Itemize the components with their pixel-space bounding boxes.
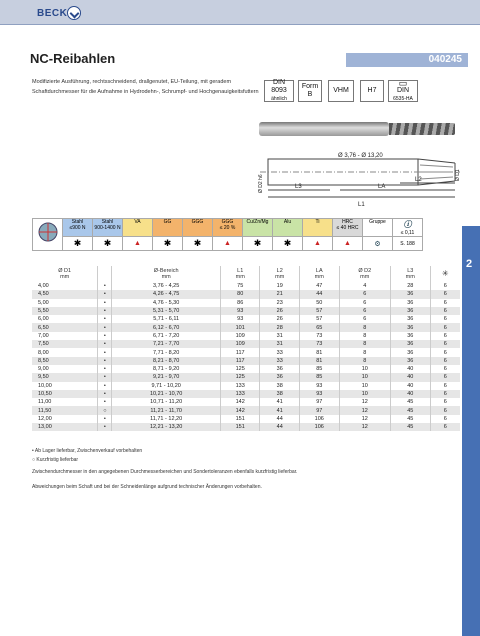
mat-symbol: ▲	[303, 237, 333, 251]
mat-symbol: ▲	[123, 237, 153, 251]
table-cell: 12,21 - 13,20	[112, 423, 221, 431]
table-cell: 31	[260, 332, 300, 340]
table-cell: 47	[300, 282, 340, 290]
table-cell: 117	[220, 357, 260, 365]
mat-symbol: ✱	[93, 237, 123, 251]
mat-label: GGG	[191, 219, 204, 225]
table-cell: •	[98, 365, 112, 373]
table-cell: 36	[391, 332, 431, 340]
table-cell: 93	[220, 315, 260, 323]
table-cell: 33	[260, 357, 300, 365]
table-cell: 6	[430, 406, 460, 414]
column-title: L2	[276, 268, 283, 274]
mat-header	[243, 219, 273, 237]
shank-icon: ▭	[398, 78, 408, 88]
table-cell: 12	[339, 398, 390, 406]
column-header	[339, 266, 390, 282]
table-header-row	[32, 266, 460, 282]
table-cell: 8,00	[38, 349, 49, 356]
table-cell: 8	[339, 340, 390, 348]
reamer-flute-image	[389, 123, 455, 135]
table-cell: 57	[300, 315, 340, 323]
table-cell: 85	[300, 365, 340, 373]
table-cell: •	[98, 423, 112, 431]
table-cell: 41	[260, 398, 300, 406]
table-cell: 8,71 - 9,20	[112, 365, 221, 373]
table-cell: 40	[391, 382, 431, 390]
mat-label: GG	[163, 219, 172, 225]
table-cell: 7,21 - 7,70	[112, 340, 221, 348]
std-line: B	[307, 91, 313, 98]
table-cell: 44	[300, 290, 340, 298]
table-row	[32, 357, 460, 365]
drawing-l2-label: L2	[415, 177, 422, 183]
dimensions-table	[32, 266, 460, 431]
standard-din-8093	[264, 80, 294, 102]
table-cell: 44	[260, 415, 300, 423]
table-cell: 8,50	[32, 357, 98, 365]
table-cell: 36	[391, 357, 431, 365]
table-cell: 6	[430, 390, 460, 398]
table-cell: 6	[430, 357, 460, 365]
table-cell: 6,12 - 6,70	[112, 323, 221, 331]
mat-sub: ≤ 20 %	[219, 225, 236, 231]
mat-sub: ≤900 N	[69, 225, 86, 231]
page-title: NC-Reibahlen	[30, 51, 116, 66]
column-title: Ø D1	[58, 268, 72, 274]
material-table	[32, 218, 423, 251]
table-cell: 10,00	[38, 382, 52, 389]
mat-label: Gruppe	[369, 219, 386, 225]
table-cell: 106	[300, 415, 340, 423]
table-row	[32, 406, 460, 414]
material-header-row	[33, 219, 423, 237]
table-cell: 36	[391, 299, 431, 307]
table-cell: 10,71 - 11,20	[112, 398, 221, 406]
column-unit: mm	[405, 274, 415, 280]
table-row	[32, 348, 460, 356]
table-cell: 36	[391, 290, 431, 298]
table-cell: 4,76 - 5,30	[112, 299, 221, 307]
standard-din-6535	[388, 80, 418, 102]
note-deviations: Abweichungen beim Schaft und bei der Schneidenlänge aufgrund technischer Änderungen vorbehalten.	[32, 484, 262, 490]
table-cell: 6	[430, 415, 460, 423]
table-cell: 33	[260, 348, 300, 356]
table-cell: 6	[430, 323, 460, 331]
table-cell: •	[98, 348, 112, 356]
std-line: DIN	[396, 87, 410, 94]
table-cell: 4,26 - 4,75	[112, 290, 221, 298]
table-cell: 12	[339, 406, 390, 414]
table-cell: 28	[391, 282, 431, 290]
standard-vhm	[328, 80, 354, 102]
table-row	[32, 382, 460, 390]
table-cell: 31	[260, 340, 300, 348]
table-cell: 11,50	[32, 406, 98, 414]
table-cell: 73	[300, 332, 340, 340]
table-cell: •	[98, 390, 112, 398]
table-cell: 109	[220, 332, 260, 340]
table-cell: 6	[430, 282, 460, 290]
chapter-number: 2	[466, 258, 473, 270]
product-description: Modifizierte Ausführung, rechtsschneidend, drallgenutet, EU-Teilung, mit geradem Schaftdurchmesser für die Aufnahme in Hydrodehn-, Schrumpf- und Hochgenauigkeitsfuttern	[32, 79, 259, 95]
table-cell: 36	[391, 315, 431, 323]
table-cell: 45	[391, 406, 431, 414]
mat-page-ref[interactable]: S. 188	[393, 237, 423, 251]
table-cell: 4,00	[38, 283, 49, 290]
table-row	[32, 323, 460, 331]
table-cell: 12	[339, 415, 390, 423]
table-cell: 6	[430, 348, 460, 356]
table-cell: 36	[260, 365, 300, 373]
mat-symbol: ✱	[183, 237, 213, 251]
drawing-d2-label: Ø D2 h6	[258, 174, 264, 193]
table-cell: 93	[300, 382, 340, 390]
brand-logo: BECK	[37, 8, 68, 19]
table-cell: 40	[391, 373, 431, 381]
mat-header	[93, 219, 123, 237]
std-line: Form	[301, 83, 319, 90]
column-unit: mm	[360, 274, 370, 280]
table-cell: 4	[339, 282, 390, 290]
table-cell: 151	[220, 415, 260, 423]
legend-short-term: ○ Kurzfristig lieferbar	[32, 457, 79, 463]
mat-label: GGG	[221, 219, 234, 225]
material-symbol-row	[33, 237, 423, 251]
table-cell: 65	[300, 323, 340, 331]
mat-label: Stahl	[71, 219, 84, 225]
table-cell: •	[98, 332, 112, 340]
column-unit: mm	[314, 274, 324, 280]
mat-header	[123, 219, 153, 237]
column-title: Ø-Bereich	[153, 268, 179, 274]
table-cell: 36	[391, 340, 431, 348]
table-cell: •	[98, 307, 112, 315]
info-icon[interactable]: ⓘ ≤ 0,11	[393, 219, 423, 237]
table-cell: 8,21 - 8,70	[112, 357, 221, 365]
table-cell: 10	[339, 390, 390, 398]
table-cell: 5,71 - 6,11	[112, 315, 221, 323]
table-cell: 9,00	[38, 366, 49, 373]
table-cell: 11,21 - 11,70	[112, 406, 221, 414]
table-cell: 50	[300, 299, 340, 307]
std-line: DIN	[272, 79, 286, 86]
table-cell: 8	[339, 357, 390, 365]
table-cell: 40	[391, 365, 431, 373]
table-cell: •	[98, 315, 112, 323]
table-cell: 10	[339, 365, 390, 373]
table-row	[32, 315, 460, 323]
table-row	[32, 340, 460, 348]
table-cell: 9,21 - 9,70	[112, 373, 221, 381]
table-cell: ○	[98, 406, 112, 414]
table-cell: 81	[300, 348, 340, 356]
mat-label: Cu/Zn/Mg	[246, 219, 269, 225]
table-cell: 9,71 - 10,20	[112, 382, 221, 390]
table-cell: 45	[391, 423, 431, 431]
table-cell: 36	[391, 323, 431, 331]
table-cell: 117	[220, 348, 260, 356]
table-cell: •	[98, 373, 112, 381]
technical-drawing	[250, 145, 460, 210]
legend-in-stock: • Ab Lager lieferbar, Zwischenverkauf vorbehalten	[32, 448, 143, 454]
table-cell: 86	[220, 299, 260, 307]
chapter-tab[interactable]	[462, 226, 480, 636]
table-cell: 6	[430, 365, 460, 373]
table-cell: 7,00	[38, 332, 49, 339]
table-cell: •	[98, 382, 112, 390]
flutes-icon: ✳	[441, 268, 449, 278]
table-cell: 7,71 - 8,20	[112, 348, 221, 356]
column-header	[32, 266, 98, 282]
table-cell: 19	[260, 282, 300, 290]
column-title: L3	[407, 268, 414, 274]
table-cell: •	[98, 290, 112, 298]
table-cell: 11,00	[38, 399, 52, 406]
table-cell: 5,31 - 5,70	[112, 307, 221, 315]
table-cell: 6	[430, 398, 460, 406]
mat-header	[273, 219, 303, 237]
table-row	[32, 332, 460, 340]
reamer-shank-image	[259, 122, 389, 136]
mat-symbol: ▲	[333, 237, 363, 251]
table-cell: 36	[260, 373, 300, 381]
std-line: 6535-HA	[393, 96, 413, 102]
table-cell: 106	[300, 423, 340, 431]
table-cell: 142	[220, 406, 260, 414]
drawing-d1-label: Ø D1	[455, 169, 461, 181]
mat-sub: ≤ 40 HRC	[336, 225, 359, 231]
table-cell: 4,50	[32, 290, 98, 298]
brand-logo-icon	[67, 6, 81, 20]
column-header	[220, 266, 260, 282]
table-cell: 6	[430, 307, 460, 315]
drawing-la-label: LA	[378, 184, 386, 190]
table-cell: 26	[260, 315, 300, 323]
table-cell: 10,50	[32, 390, 98, 398]
table-cell: 10	[339, 382, 390, 390]
mat-sub: 900-1400 N	[94, 225, 121, 231]
drawing-l1-label: L1	[358, 202, 365, 208]
drawing-range-label: Ø 3,76 - Ø 13,20	[338, 153, 383, 159]
table-cell: 6,00	[38, 316, 49, 323]
table-cell: 109	[220, 340, 260, 348]
table-cell: 8	[339, 323, 390, 331]
mat-symbol: ✱	[243, 237, 273, 251]
table-row	[32, 299, 460, 307]
table-row	[32, 423, 460, 431]
table-cell: 41	[260, 406, 300, 414]
drawing-l3-label: L3	[295, 184, 302, 190]
std-line: H7	[367, 87, 377, 94]
standard-h7	[360, 80, 384, 102]
mat-label: VA	[134, 219, 141, 225]
note-intermediate-diameters: Zwischendurchmesser in den angegebenen Durchmesserbereichen und Sondertoleranzen ebenfalls kurzfristig lieferbar.	[32, 469, 298, 475]
table-cell: •	[98, 398, 112, 406]
table-cell: 133	[220, 382, 260, 390]
table-cell: 12,00	[38, 415, 52, 422]
table-cell: 6	[339, 315, 390, 323]
std-line: 8093	[271, 87, 287, 94]
table-cell: •	[98, 299, 112, 307]
standard-form-b	[298, 80, 322, 102]
table-cell: •	[98, 323, 112, 331]
mat-symbol: ✱	[273, 237, 303, 251]
table-cell: •	[98, 357, 112, 365]
table-cell: 6	[430, 423, 460, 431]
table-cell: 8	[339, 332, 390, 340]
mat-header	[153, 219, 183, 237]
column-title: Ø D2	[358, 268, 372, 274]
table-cell: 6	[430, 332, 460, 340]
table-cell: 93	[300, 390, 340, 398]
column-header	[391, 266, 431, 282]
table-cell: 26	[260, 307, 300, 315]
mat-label: Stahl	[101, 219, 114, 225]
table-cell: 23	[260, 299, 300, 307]
table-cell: 11,71 - 12,20	[112, 415, 221, 423]
table-cell: 12	[339, 423, 390, 431]
table-cell: 10	[339, 373, 390, 381]
mat-symbol: ✱	[63, 237, 93, 251]
table-cell: 6	[430, 382, 460, 390]
table-cell: •	[98, 415, 112, 423]
table-row	[32, 290, 460, 298]
table-cell: 133	[220, 390, 260, 398]
column-unit: mm	[235, 274, 245, 280]
table-cell: 6	[430, 315, 460, 323]
table-cell: 57	[300, 307, 340, 315]
legend	[32, 447, 142, 465]
mat-sub: ≤ 0,11	[400, 230, 415, 236]
table-cell: 21	[260, 290, 300, 298]
table-cell: 6	[430, 373, 460, 381]
table-cell: 45	[391, 415, 431, 423]
table-cell: 75	[220, 282, 260, 290]
table-cell: 36	[391, 307, 431, 315]
column-title: LA	[315, 268, 323, 274]
table-cell: 97	[300, 398, 340, 406]
table-body	[32, 282, 460, 431]
table-cell: 6	[339, 299, 390, 307]
mat-symbol: ⚙	[363, 237, 393, 251]
table-cell: 93	[220, 307, 260, 315]
table-cell: 8	[339, 348, 390, 356]
table-cell: 6	[430, 290, 460, 298]
mat-header	[63, 219, 93, 237]
table-cell: 97	[300, 406, 340, 414]
table-cell: 85	[300, 373, 340, 381]
table-cell: 38	[260, 382, 300, 390]
table-row	[32, 282, 460, 290]
table-row	[32, 390, 460, 398]
mat-label: Ti	[315, 219, 320, 225]
mat-header	[183, 219, 213, 237]
table-cell: 125	[220, 373, 260, 381]
mat-header	[333, 219, 363, 237]
table-cell: 81	[300, 357, 340, 365]
table-cell: 142	[220, 398, 260, 406]
table-cell: 6,50	[32, 323, 98, 331]
article-number: 040245	[346, 53, 468, 67]
mat-symbol: ▲	[213, 237, 243, 251]
table-row	[32, 398, 460, 406]
mat-label: HRC	[342, 219, 353, 225]
table-cell: 6	[430, 340, 460, 348]
table-row	[32, 307, 460, 315]
column-unit: mm	[60, 274, 70, 280]
column-header	[112, 266, 221, 282]
std-line: VHM	[333, 87, 349, 94]
table-cell: 6	[430, 299, 460, 307]
mat-label: Alu	[283, 219, 292, 225]
table-cell: 36	[391, 348, 431, 356]
table-cell: 6	[339, 307, 390, 315]
table-cell: 3,76 - 4,25	[112, 282, 221, 290]
compass-icon	[33, 219, 63, 251]
column-header	[98, 266, 112, 282]
mat-header	[303, 219, 333, 237]
table-cell: 10,21 - 10,70	[112, 390, 221, 398]
std-line: ähnlich	[271, 96, 287, 102]
column-title: L1	[237, 268, 244, 274]
table-cell: 13,00	[32, 423, 98, 431]
table-row	[32, 365, 460, 373]
column-unit: mm	[275, 274, 285, 280]
mat-symbol: ✱	[153, 237, 183, 251]
table-cell: 151	[220, 423, 260, 431]
table-cell: 9,50	[32, 373, 98, 381]
table-cell: 6	[339, 290, 390, 298]
table-cell: 73	[300, 340, 340, 348]
column-header	[260, 266, 300, 282]
table-cell: 38	[260, 390, 300, 398]
table-cell: 40	[391, 390, 431, 398]
table-cell: 5,50	[32, 307, 98, 315]
column-unit: mm	[161, 274, 171, 280]
table-cell: 5,00	[38, 299, 49, 306]
table-cell: 45	[391, 398, 431, 406]
table-row	[32, 373, 460, 381]
table-cell: 7,50	[32, 340, 98, 348]
column-header	[430, 266, 460, 282]
table-row	[32, 415, 460, 423]
table-cell: 6,71 - 7,20	[112, 332, 221, 340]
mat-header	[363, 219, 393, 237]
table-cell: •	[98, 340, 112, 348]
mat-header	[213, 219, 243, 237]
table-cell: 80	[220, 290, 260, 298]
table-cell: 28	[260, 323, 300, 331]
table-cell: 44	[260, 423, 300, 431]
table-cell: •	[98, 282, 112, 290]
table-cell: 101	[220, 323, 260, 331]
column-header	[300, 266, 340, 282]
table-cell: 125	[220, 365, 260, 373]
